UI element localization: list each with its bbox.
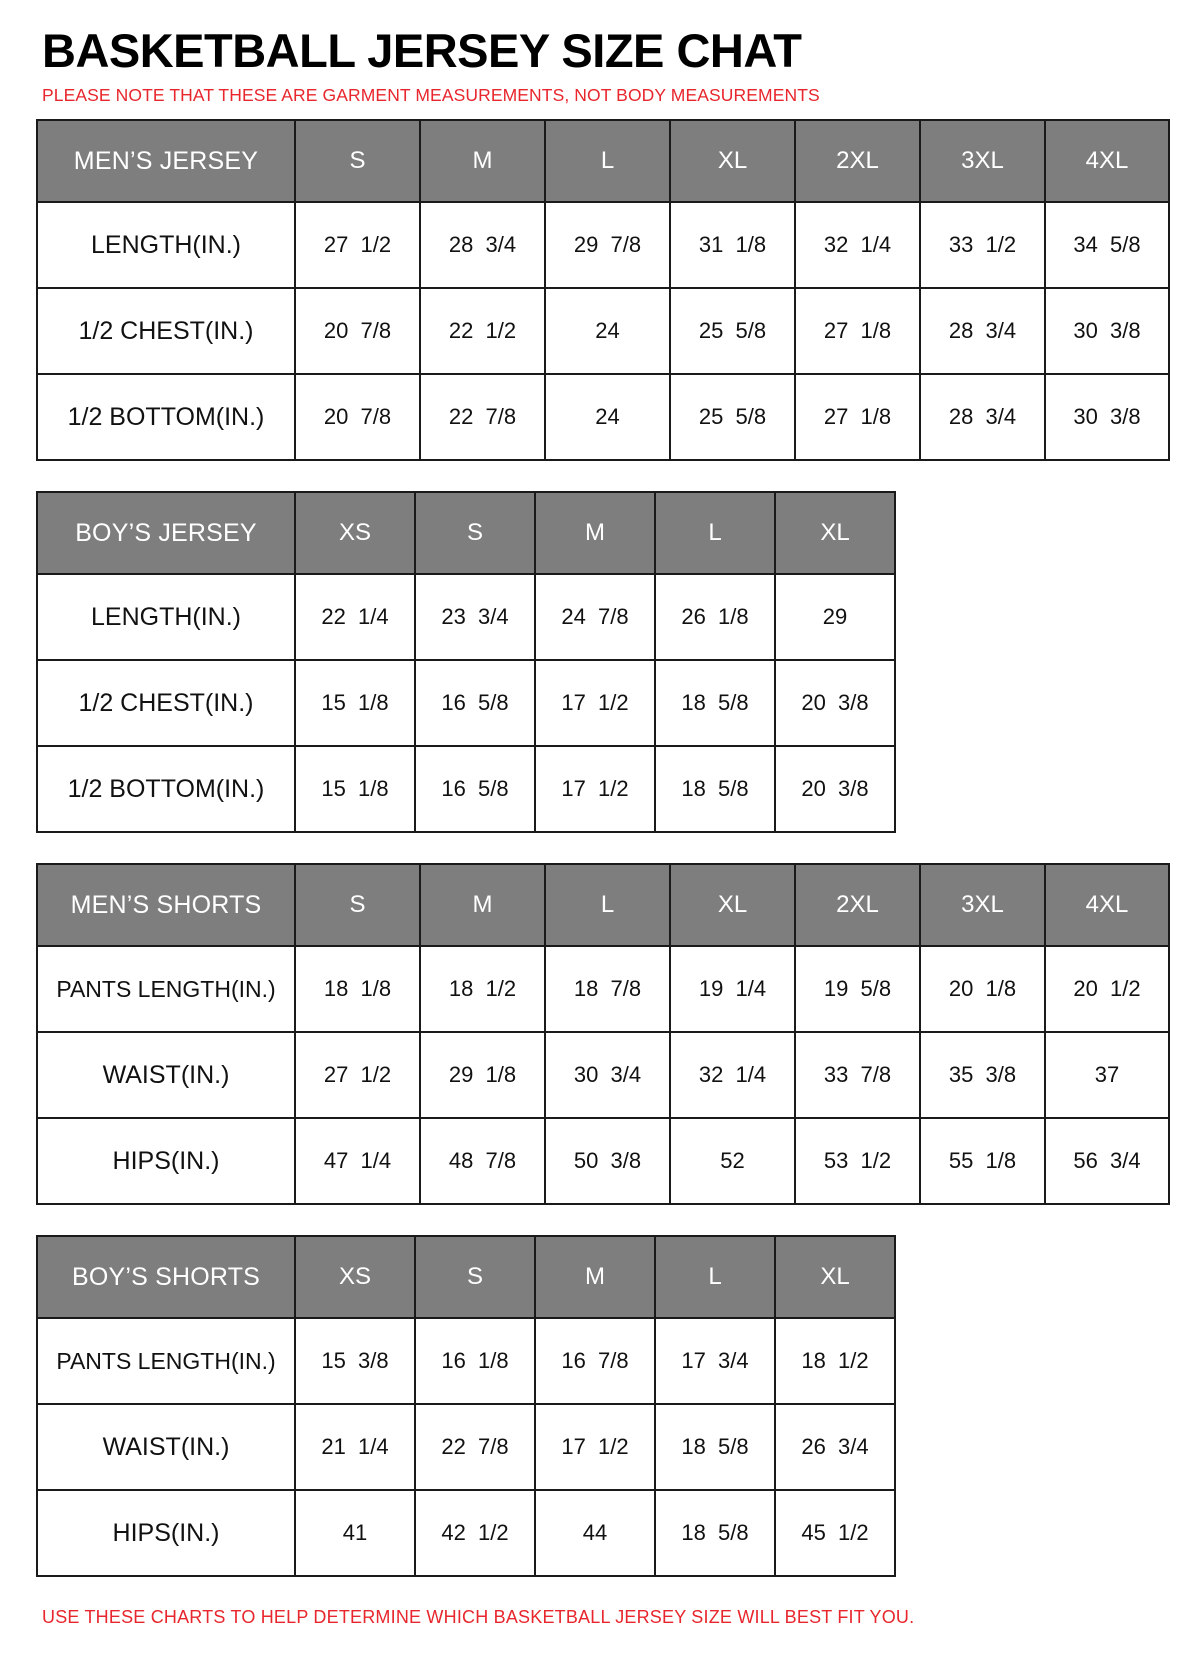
cell-value: 47 1/4: [295, 1118, 420, 1204]
cell-value: 34 5/8: [1045, 202, 1169, 288]
cell-value: 17 1/2: [535, 660, 655, 746]
cell-value: 18 5/8: [655, 1404, 775, 1490]
table-corner-label: BOY’S JERSEY: [37, 492, 295, 574]
cell-value: 28 3/4: [920, 374, 1045, 460]
table-row: [37, 202, 1169, 288]
cell-value: 48 7/8: [420, 1118, 545, 1204]
table-row: [37, 1404, 895, 1490]
cell-value: 55 1/8: [920, 1118, 1045, 1204]
table-header-row: [37, 492, 895, 574]
column-header-size: XL: [775, 1236, 895, 1318]
cell-value: 23 3/4: [415, 574, 535, 660]
table-corner-label: BOY’S SHORTS: [37, 1236, 295, 1318]
cell-value: 32 1/4: [670, 1032, 795, 1118]
table-row: [37, 746, 895, 832]
page-title: BASKETBALL JERSEY SIZE CHAT: [42, 24, 802, 77]
cell-value: 20 3/8: [775, 660, 895, 746]
cell-value: 17 1/2: [535, 746, 655, 832]
table-mens-shorts: [36, 863, 1170, 1205]
top-note: PLEASE NOTE THAT THESE ARE GARMENT MEASUREMENTS, NOT BODY MEASUREMENTS: [42, 85, 820, 106]
cell-value: 18 7/8: [545, 946, 670, 1032]
row-label: 1/2 CHEST(IN.): [37, 660, 295, 746]
table-boys-jersey: [36, 491, 896, 833]
cell-value: 18 5/8: [655, 746, 775, 832]
table-row: [37, 660, 895, 746]
table-row: [37, 1318, 895, 1404]
column-header-size: 3XL: [920, 864, 1045, 946]
table-row: [37, 574, 895, 660]
row-label: HIPS(IN.): [37, 1490, 295, 1576]
cell-value: 53 1/2: [795, 1118, 920, 1204]
column-header-size: 4XL: [1045, 120, 1169, 202]
cell-value: 37: [1045, 1032, 1169, 1118]
cell-value: 31 1/8: [670, 202, 795, 288]
column-header-size: XS: [295, 492, 415, 574]
table-row: [37, 946, 1169, 1032]
cell-value: 29 7/8: [545, 202, 670, 288]
column-header-size: L: [655, 492, 775, 574]
row-label: 1/2 CHEST(IN.): [37, 288, 295, 374]
cell-value: 18 1/2: [775, 1318, 895, 1404]
column-header-size: M: [420, 864, 545, 946]
cell-value: 19 1/4: [670, 946, 795, 1032]
cell-value: 32 1/4: [795, 202, 920, 288]
cell-value: 24: [545, 288, 670, 374]
cell-value: 30 3/8: [1045, 374, 1169, 460]
column-header-size: 4XL: [1045, 864, 1169, 946]
cell-value: 15 1/8: [295, 660, 415, 746]
cell-value: 27 1/2: [295, 202, 420, 288]
row-label: 1/2 BOTTOM(IN.): [37, 746, 295, 832]
cell-value: 56 3/4: [1045, 1118, 1169, 1204]
row-label: WAIST(IN.): [37, 1032, 295, 1118]
cell-value: 44: [535, 1490, 655, 1576]
cell-value: 50 3/8: [545, 1118, 670, 1204]
cell-value: 20 7/8: [295, 288, 420, 374]
cell-value: 20 1/2: [1045, 946, 1169, 1032]
cell-value: 18 1/8: [295, 946, 420, 1032]
table-row: [37, 1032, 1169, 1118]
cell-value: 17 3/4: [655, 1318, 775, 1404]
cell-value: 42 1/2: [415, 1490, 535, 1576]
column-header-size: L: [545, 120, 670, 202]
column-header-size: M: [535, 492, 655, 574]
cell-value: 24: [545, 374, 670, 460]
cell-value: 33 1/2: [920, 202, 1045, 288]
column-header-size: XL: [670, 864, 795, 946]
row-label: LENGTH(IN.): [37, 202, 295, 288]
cell-value: 18 1/2: [420, 946, 545, 1032]
table-row: [37, 1118, 1169, 1204]
table-header-row: [37, 120, 1169, 202]
column-header-size: XS: [295, 1236, 415, 1318]
cell-value: 35 3/8: [920, 1032, 1045, 1118]
table-header-row: [37, 1236, 895, 1318]
cell-value: 22 1/4: [295, 574, 415, 660]
cell-value: 25 5/8: [670, 288, 795, 374]
table-row: [37, 374, 1169, 460]
row-label: HIPS(IN.): [37, 1118, 295, 1204]
column-header-size: L: [545, 864, 670, 946]
column-header-size: 2XL: [795, 864, 920, 946]
cell-value: 29: [775, 574, 895, 660]
column-header-size: S: [415, 1236, 535, 1318]
row-label: PANTS LENGTH(IN.): [37, 946, 295, 1032]
cell-value: 20 7/8: [295, 374, 420, 460]
cell-value: 29 1/8: [420, 1032, 545, 1118]
table-row: [37, 288, 1169, 374]
cell-value: 16 5/8: [415, 660, 535, 746]
cell-value: 27 1/2: [295, 1032, 420, 1118]
cell-value: 22 1/2: [420, 288, 545, 374]
row-label: 1/2 BOTTOM(IN.): [37, 374, 295, 460]
bottom-note: USE THESE CHARTS TO HELP DETERMINE WHICH BASKETBALL JERSEY SIZE WILL BEST FIT YOU.: [42, 1607, 915, 1628]
column-header-size: XL: [775, 492, 895, 574]
cell-value: 30 3/8: [1045, 288, 1169, 374]
column-header-size: L: [655, 1236, 775, 1318]
table-corner-label: MEN’S JERSEY: [37, 120, 295, 202]
column-header-size: XL: [670, 120, 795, 202]
column-header-size: S: [295, 120, 420, 202]
cell-value: 33 7/8: [795, 1032, 920, 1118]
cell-value: 26 3/4: [775, 1404, 895, 1490]
column-header-size: S: [295, 864, 420, 946]
cell-value: 22 7/8: [415, 1404, 535, 1490]
cell-value: 19 5/8: [795, 946, 920, 1032]
cell-value: 30 3/4: [545, 1032, 670, 1118]
cell-value: 22 7/8: [420, 374, 545, 460]
cell-value: 24 7/8: [535, 574, 655, 660]
cell-value: 45 1/2: [775, 1490, 895, 1576]
cell-value: 18 5/8: [655, 660, 775, 746]
cell-value: 26 1/8: [655, 574, 775, 660]
table-boys-shorts: [36, 1235, 896, 1577]
row-label: WAIST(IN.): [37, 1404, 295, 1490]
cell-value: 28 3/4: [420, 202, 545, 288]
cell-value: 20 3/8: [775, 746, 895, 832]
column-header-size: S: [415, 492, 535, 574]
cell-value: 17 1/2: [535, 1404, 655, 1490]
cell-value: 16 5/8: [415, 746, 535, 832]
table-mens-jersey: [36, 119, 1170, 461]
table-corner-label: MEN’S SHORTS: [37, 864, 295, 946]
table-row: [37, 1490, 895, 1576]
cell-value: 20 1/8: [920, 946, 1045, 1032]
table-header-row: [37, 864, 1169, 946]
cell-value: 25 5/8: [670, 374, 795, 460]
row-label: PANTS LENGTH(IN.): [37, 1318, 295, 1404]
cell-value: 16 1/8: [415, 1318, 535, 1404]
cell-value: 15 1/8: [295, 746, 415, 832]
cell-value: 27 1/8: [795, 288, 920, 374]
cell-value: 18 5/8: [655, 1490, 775, 1576]
cell-value: 27 1/8: [795, 374, 920, 460]
column-header-size: 2XL: [795, 120, 920, 202]
column-header-size: M: [420, 120, 545, 202]
column-header-size: 3XL: [920, 120, 1045, 202]
column-header-size: M: [535, 1236, 655, 1318]
cell-value: 16 7/8: [535, 1318, 655, 1404]
cell-value: 52: [670, 1118, 795, 1204]
row-label: LENGTH(IN.): [37, 574, 295, 660]
cell-value: 28 3/4: [920, 288, 1045, 374]
cell-value: 15 3/8: [295, 1318, 415, 1404]
cell-value: 41: [295, 1490, 415, 1576]
cell-value: 21 1/4: [295, 1404, 415, 1490]
